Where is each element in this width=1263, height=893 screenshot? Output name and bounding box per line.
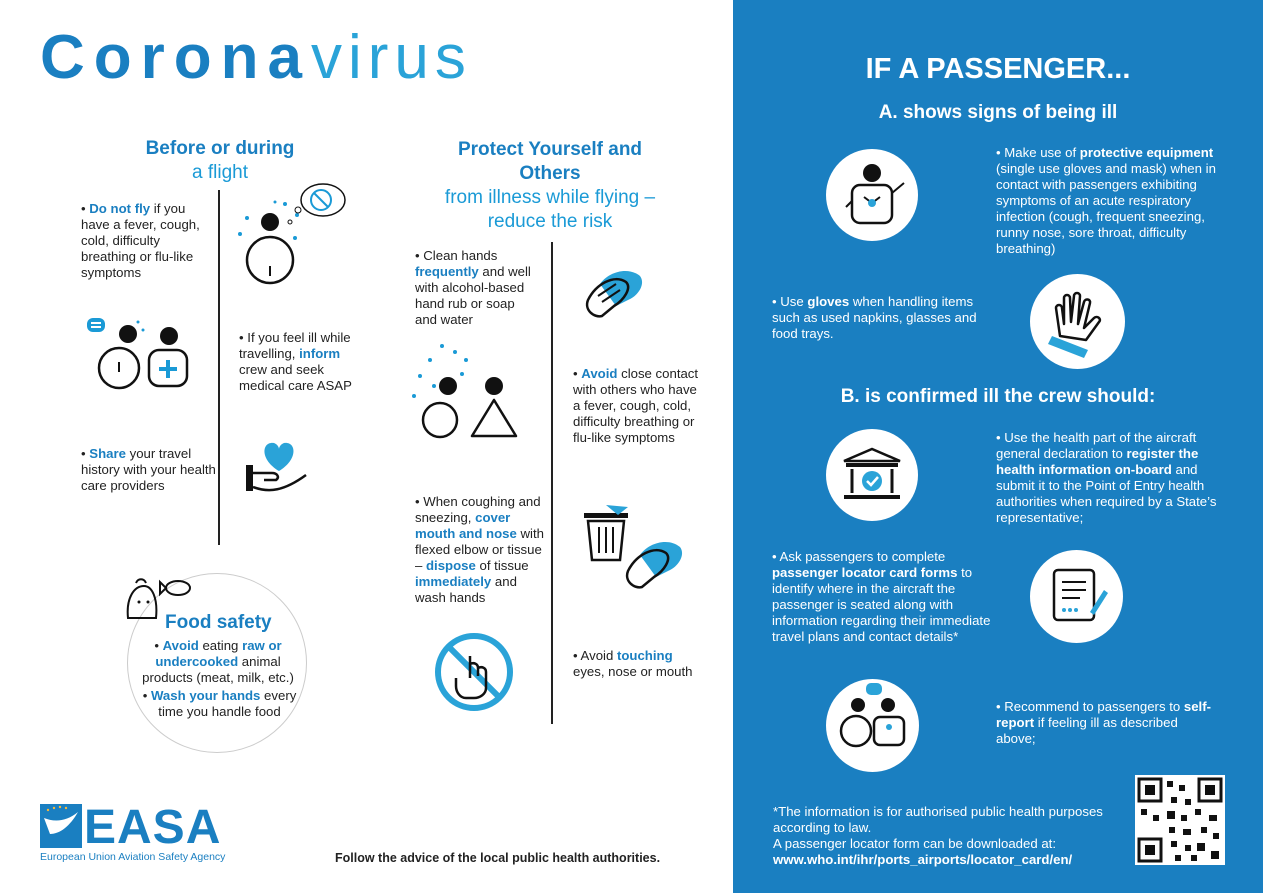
section-b-item-self-report: • Recommend to passengers to self-report if feeling ill as described above; bbox=[996, 699, 1211, 746]
passenger-crew-icon bbox=[826, 679, 919, 772]
before-subheading: a flight bbox=[192, 162, 248, 183]
before-item-inform: • If you feel ill while travelling, inform crew and seek medical care ASAP bbox=[239, 330, 352, 393]
divider-protect bbox=[551, 242, 553, 724]
protect-item-clean-hands: • Clean hands frequently and well with alcohol-based hand rub or soap and water bbox=[415, 248, 531, 327]
ill-person-icon bbox=[235, 180, 350, 290]
section-b-item-register: • Use the health part of the aircraft general declaration to register the health information on-board and submit it to the Point of Entry health authorities when required by a State’s representative; bbox=[996, 430, 1217, 525]
protect-heading: Protect Yourself and Others bbox=[457, 139, 643, 184]
food-item-avoid: • Avoid eating raw or undercooked animal products (meat, milk, etc.) bbox=[142, 638, 294, 685]
gloves-circle bbox=[1030, 274, 1125, 369]
food-safety-heading: Food safety bbox=[165, 612, 272, 633]
qr-code-icon[interactable] bbox=[1135, 775, 1225, 865]
section-b-item-locator: • Ask passengers to complete passenger locator card forms to identify where in the aircraft the passenger is seated along with information regarding their immediate travel plans and contact details* bbox=[772, 549, 991, 644]
easa-logo-subtitle: European Union Aviation Safety Agency bbox=[40, 851, 226, 863]
locator-form-circle bbox=[1030, 550, 1123, 643]
protect-item-no-touch: • Avoid touching eyes, nose or mouth bbox=[573, 648, 693, 679]
food-item-wash: • Wash your hands every time you handle food bbox=[142, 688, 297, 719]
before-item-no-fly: • Do not fly if you have a fever, cough, cold, difficulty breathing or flu-like symptoms bbox=[81, 201, 200, 280]
glove-icon bbox=[1030, 274, 1125, 369]
divider-before bbox=[218, 190, 220, 545]
person-and-medic-icon bbox=[85, 312, 195, 392]
protective-equipment-circle bbox=[826, 149, 918, 241]
locator-card-url[interactable]: www.who.int/ihr/ports_airports/locator_card/en/ bbox=[773, 852, 1073, 867]
section-b-heading: B. is confirmed ill the crew should: bbox=[840, 386, 1156, 407]
before-item-share: • Share your travel history with your health care providers bbox=[81, 446, 216, 493]
hand-washing-icon bbox=[580, 262, 650, 322]
footnote-download: A passenger locator form can be downloaded at: bbox=[773, 836, 1056, 851]
footnote-authorised: *The information is for authorised public health purposes according to law. bbox=[773, 804, 1103, 835]
page-title: Coronavirus bbox=[40, 23, 472, 92]
close-contact-icon bbox=[410, 338, 520, 443]
easa-logo-text: EASA bbox=[84, 801, 222, 854]
footer-advice: Follow the advice of the local public health authorities. bbox=[335, 851, 661, 865]
protect-item-cover-mouth: • When coughing and sneezing, cover mouth and nose with flexed elbow or tissue – dispose of tissue immediately and wash hands bbox=[415, 494, 544, 605]
before-heading: Before or during bbox=[145, 138, 295, 159]
easa-logo-icon bbox=[40, 804, 82, 848]
protect-item-avoid-contact: • Avoid close contact with others who have a fever, cough, cold, difficulty breathing or flu-like symptoms bbox=[573, 366, 699, 445]
protect-subheading: from illness while flying – reduce the risk bbox=[444, 187, 656, 232]
crew-ppe-icon bbox=[826, 149, 918, 241]
section-a-item-gloves: • Use gloves when handling items such as used napkins, glasses and food trays. bbox=[772, 294, 977, 341]
trash-hand-washing-icon bbox=[580, 505, 690, 605]
passenger-panel bbox=[733, 0, 1263, 893]
no-touching-icon bbox=[432, 630, 516, 714]
passenger-heading: IF A PASSENGER... bbox=[865, 53, 1131, 85]
authority-building-icon bbox=[826, 429, 918, 521]
form-document-icon bbox=[1030, 550, 1123, 643]
self-report-circle bbox=[826, 679, 919, 772]
heart-hand-icon bbox=[244, 435, 314, 500]
section-a-heading: A. shows signs of being ill bbox=[878, 102, 1118, 123]
section-a-item-ppe: • Make use of protective equipment (single use gloves and mask) when in contact with passengers exhibiting symptoms of an acute respiratory infection (cough, frequent sneezing, runny nose, sore throat, difficulty breathing) bbox=[996, 145, 1216, 256]
register-circle bbox=[826, 429, 918, 521]
